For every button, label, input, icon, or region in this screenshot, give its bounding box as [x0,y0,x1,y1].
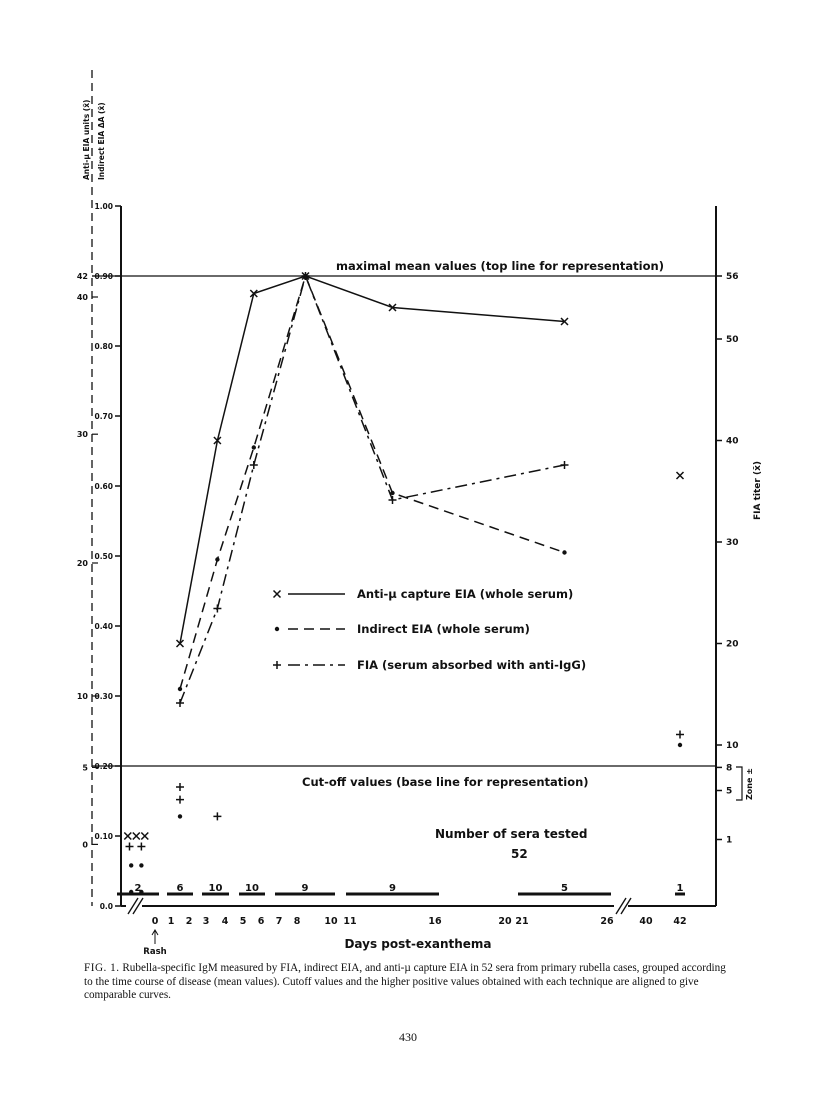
below-cutoff-point [176,783,184,791]
caption-figure-number: FIG. 1. [84,962,120,974]
anti-mu-tick-label: 42 [76,272,88,281]
legend-label-2: Indirect EIA (whole serum) [357,622,530,636]
below-cutoff-point [133,833,140,840]
x-tick-label: 5 [239,916,247,927]
indirect-eia-axis-title: Indirect EIA ΔA (x̄) [97,102,106,180]
sera-count-label: 9 [301,883,309,894]
below-cutoff-point [213,812,221,820]
series-3-point [561,461,569,469]
left-tick-label: 0.50 [94,552,113,561]
anti-mu-axis-title: Anti-µ EIA units (x̄) [82,99,91,180]
base-line-label: Cut-off values (base line for representation) [302,775,589,789]
series-line-3 [180,276,565,703]
x-tick-label: 6 [257,916,265,927]
series-3-point [213,605,221,613]
axis-break-mark [616,898,626,914]
x-tick-label: 10 [324,916,338,927]
sera-title: Number of sera tested [435,827,588,841]
x-tick-label: 3 [202,916,210,927]
series-layer [180,276,565,703]
below-cutoff-point [178,814,182,818]
x-tick-label: 7 [275,916,283,927]
below-cutoff-point [176,796,184,804]
series-2-point [252,445,256,449]
series-2-point [178,687,182,691]
x-tick-label: 0 [151,916,159,927]
anti-mu-tick-label: 0 [82,840,88,850]
legend-label-3: FIA (serum absorbed with anti-IgG) [357,658,587,672]
x-tick-label: 26 [600,916,614,927]
right-tick-label: 8 [726,763,733,774]
x-tick-label: 11 [343,916,357,927]
reference-lines [92,276,716,766]
right-tick-label: 56 [726,272,739,282]
x-tick-label: 8 [293,916,301,927]
anti-mu-tick-label: 30 [76,430,88,440]
anti-mu-tick-label: 40 [76,293,88,302]
x-axis-title: Days post-exanthema [344,937,492,951]
sera-count-label: 10 [208,883,223,894]
zone-bracket [736,767,742,800]
x-tick-label: 20 [498,916,512,927]
zone-label: Zone ± [745,768,754,800]
x-tick-label: 40 [639,916,653,927]
x-tick-label: 4 [221,916,229,927]
figure-caption [84,962,736,1003]
sera-count-label: 5 [561,883,568,894]
series-1-isolated-point [677,472,684,479]
left-tick-label: 0.30 [94,692,113,701]
rash-label: Rash [143,947,167,957]
fia-axis-title: FIA titer (x̄) [753,461,763,520]
sera-count-label: 2 [134,883,142,894]
right-tick-label: 20 [726,639,739,650]
sera-count-label: 9 [389,883,396,894]
x-tick-label: 16 [428,916,442,927]
sera-count-label: 1 [676,883,684,894]
anti-mu-tick-label: 5 [82,763,88,773]
left-tick-label: 0.80 [94,342,113,351]
series-2-point [562,550,566,554]
x-tick-label: 2 [185,916,193,927]
anti-mu-tick-label: 20 [76,559,88,568]
series-2-point [390,491,394,495]
right-tick-label: 50 [726,335,739,345]
legend-marker-3 [273,661,281,669]
legend-label-1: Anti-µ capture EIA (whole serum) [357,587,574,601]
left-tick-label: 0.0 [99,902,113,911]
series-3-point [176,699,184,707]
right-tick-label: 40 [726,436,739,447]
below-cutoff-point [141,833,148,840]
series-2-isolated-point [678,743,682,747]
left-tick-label: 1.00 [94,202,113,211]
left-tick-label: 0.90 [94,272,113,281]
right-tick-label: 30 [726,538,739,548]
series-2-point [215,557,219,561]
labels-layer [77,100,763,957]
marker-layer [124,272,684,894]
right-tick-label: 5 [726,786,733,797]
page-number: 430 [399,1030,417,1044]
left-tick-label: 0.60 [94,482,113,491]
right-tick-label: 1 [726,835,733,846]
axis-break-mark [133,898,143,914]
anti-mu-tick-label: 10 [76,692,88,701]
below-cutoff-point [124,833,131,840]
axis-break-mark [128,898,138,914]
left-tick-label: 0.40 [94,622,113,631]
left-tick-label: 0.20 [94,762,113,771]
right-tick-label: 10 [726,741,739,751]
below-cutoff-point [126,843,134,851]
below-cutoff-point [129,863,133,867]
sera-count-label: 10 [245,883,259,894]
x-tick-label: 1 [167,916,175,927]
sera-total: 52 [511,847,528,861]
series-3-point [389,496,397,504]
legend-marker-1 [274,591,281,598]
left-tick-label: 0.70 [94,412,113,421]
series-3-isolated-point [676,731,684,739]
top-line-label: maximal mean values (top line for representation) [336,259,664,273]
series-3-point [250,461,258,469]
below-cutoff-point [139,863,143,867]
sera-count-label: 6 [176,883,184,894]
legend-marker-2 [275,627,279,631]
x-tick-label: 21 [515,916,529,927]
caption-text: Rubella-specific IgM measured by FIA, indirect EIA, and anti-µ capture EIA in 52 sera from primary rubella cases, grouped according to the time course of disease (mean values). Cutoff values and the higher positive values obtained with each technique are aligned to give comparable curves. [84,962,726,1001]
x-tick-label: 42 [673,916,687,927]
left-tick-label: 0.10 [94,832,113,841]
below-cutoff-point [137,843,145,851]
